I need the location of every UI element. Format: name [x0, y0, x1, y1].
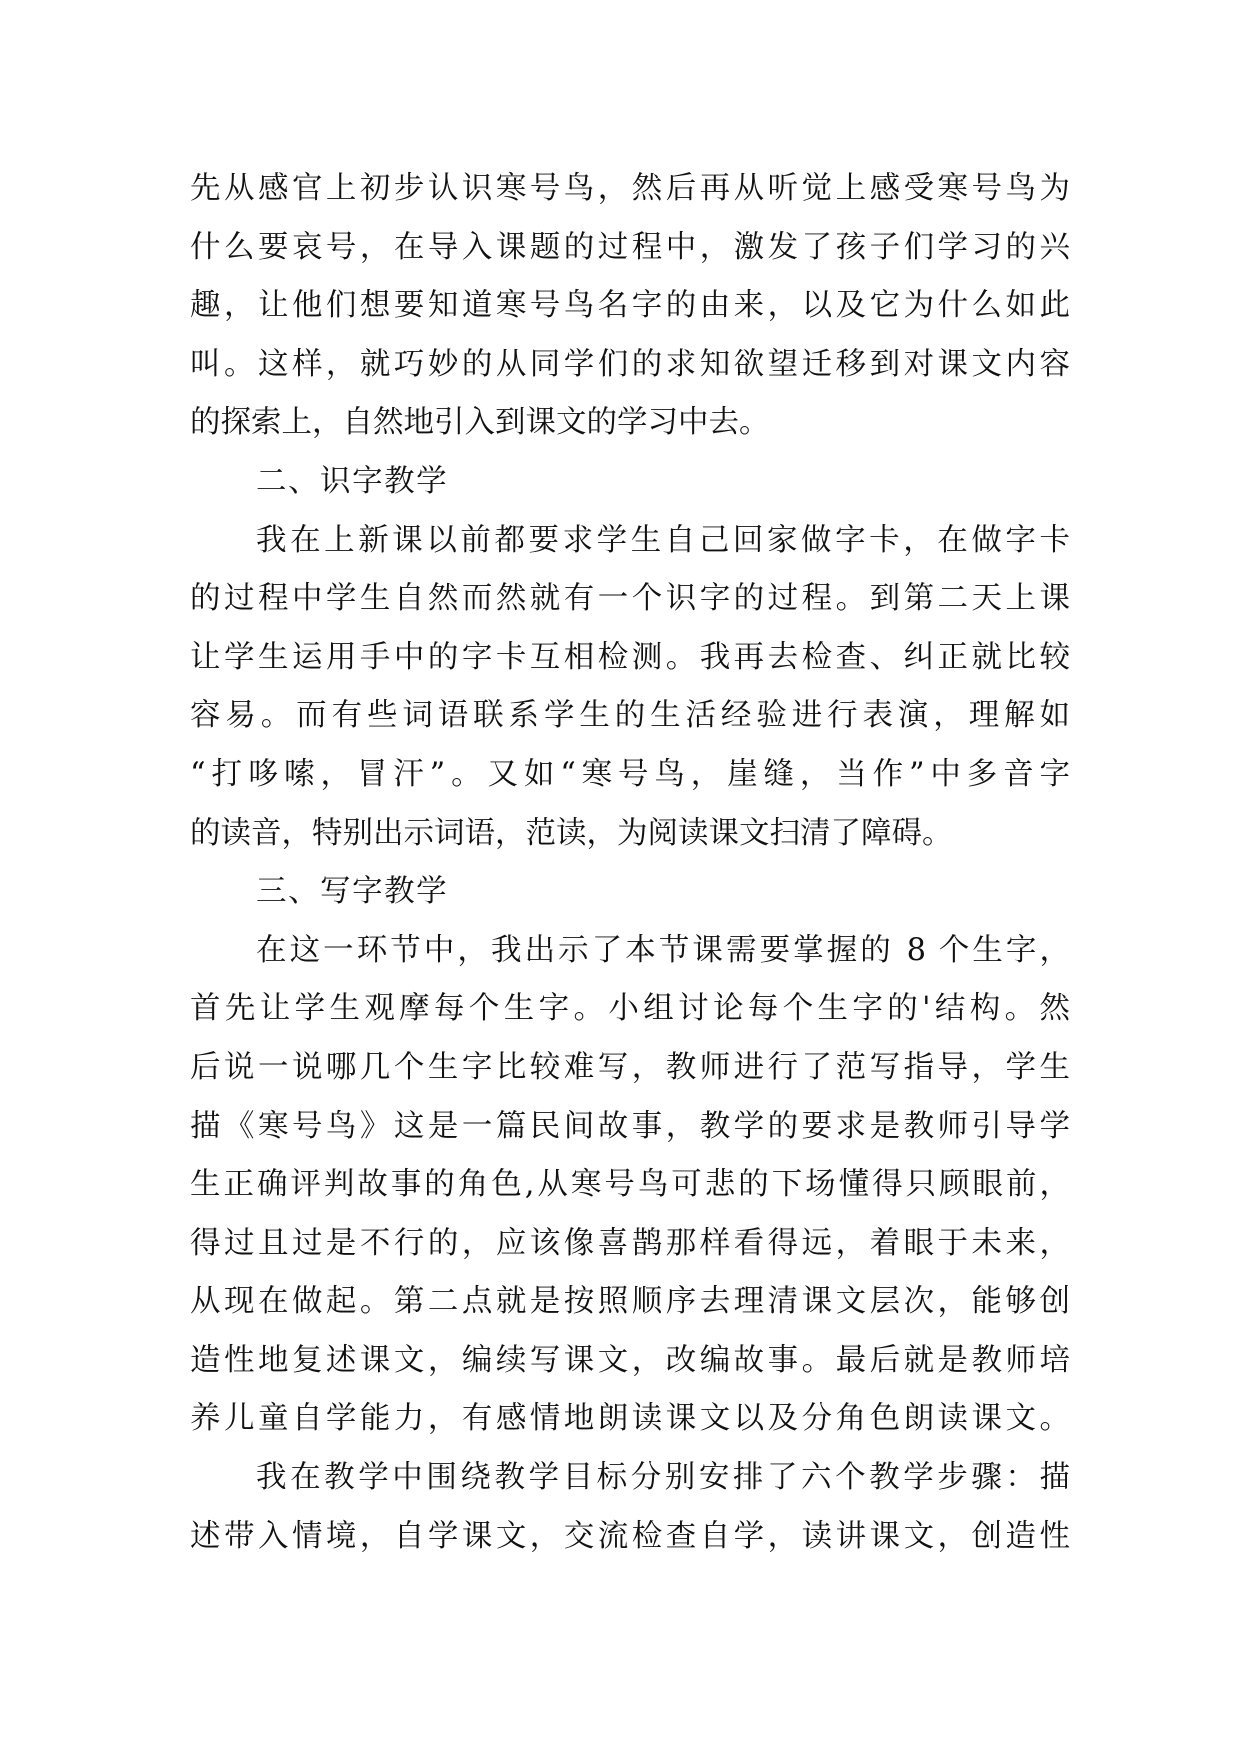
body-text	[190, 160, 1070, 1566]
text-line: 趣，让他们想要知道寒号鸟名字的由来，以及它为什么如此	[190, 288, 1070, 324]
text-line: 得过且过是不行的，应该像喜鹊那样看得远，着眼于未来，	[190, 1225, 1070, 1261]
text-line: 述带入情境，自学课文，交流检查自学，读讲课文，创造性	[190, 1518, 1070, 1554]
text-line: 后说一说哪几个生字比较难写，教师进行了范写指导，学生	[190, 1049, 1070, 1085]
text-line: 容易。而有些词语联系学生的生活经验进行表演，理解如	[190, 698, 1070, 734]
text-line: 叫。这样，就巧妙的从同学们的求知欲望迁移到对课文内容	[190, 346, 1070, 382]
text-line: 描《寒号鸟》这是一篇民间故事，教学的要求是教师引导学	[190, 1108, 1070, 1144]
section-heading: 三、写字教学	[256, 874, 449, 910]
text-line: 从现在做起。第二点就是按照顺序去理清课文层次，能够创	[190, 1284, 1070, 1320]
text-line: 什么要哀号，在导入课题的过程中，激发了孩子们学习的兴	[190, 229, 1070, 265]
text-line: 养儿童自学能力，有感情地朗读课文以及分角色朗读课文。	[190, 1401, 1070, 1437]
text-line: 在这一环节中，我出示了本节课需要掌握的 8 个生字，	[256, 932, 1070, 968]
text-line: 先从感官上初步认识寒号鸟，然后再从听觉上感受寒号鸟为	[190, 171, 1070, 206]
text-line: 的探索上，自然地引入到课文的学习中去。	[190, 405, 770, 441]
text-line: 的过程中学生自然而然就有一个识字的过程。到第二天上课	[190, 581, 1070, 617]
section-heading: 二、识字教学	[256, 463, 449, 499]
text-line: 首先让学生观摩每个生字。小组讨论每个生字的'结构。然	[190, 991, 1070, 1027]
text-line: 让学生运用手中的字卡互相检测。我再去检查、纠正就比较	[190, 639, 1070, 675]
text-line: 造性地复述课文，编续写课文，改编故事。最后就是教师培	[190, 1342, 1070, 1378]
text-line: 生正确评判故事的角色,从寒号鸟可悲的下场懂得只顾眼前，	[190, 1167, 1070, 1203]
text-line: “打哆嗦，冒汗”。又如“寒号鸟，崖缝，当作”中多音字	[190, 756, 1070, 792]
text-line: 我在上新课以前都要求学生自己回家做字卡，在做字卡	[256, 522, 1070, 558]
text-line: 我在教学中围绕教学目标分别安排了六个教学步骤：描	[256, 1460, 1070, 1496]
text-line: 的读音，特别出示词语，范读，为阅读课文扫清了障碍。	[190, 815, 953, 851]
